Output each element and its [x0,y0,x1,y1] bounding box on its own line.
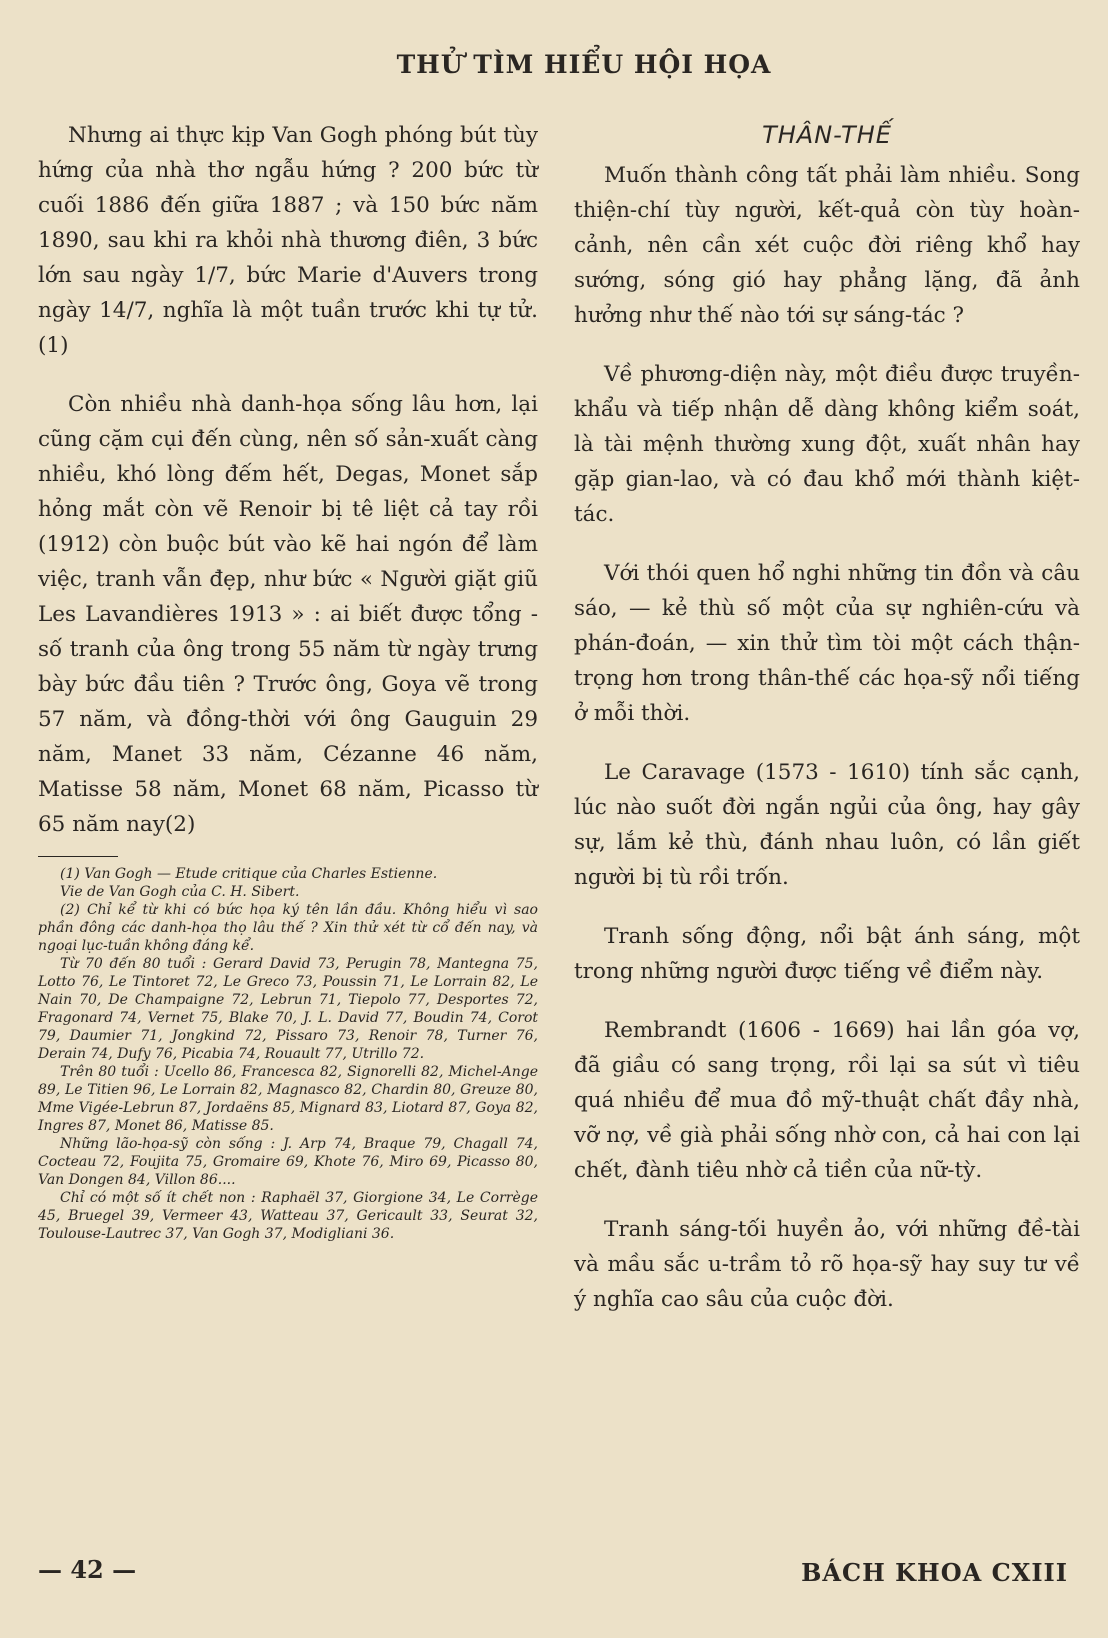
footnote: (2) Chỉ kể từ khi có bức họa ký tên lần đầu. Không hiểu vì sao phần đông các danh-họa thọ lâu thế ? Xin thử xét từ cổ đến nay, và ngoại lục-tuần không đáng kể. [38,902,538,954]
body-paragraph: Nhưng ai thực kịp Van Gogh phóng bút tùy hứng của nhà thơ ngẫu hứng ? 200 bức từ cuối 1886 đến giữa 1887 ; và 150 bức năm 1890, sau khi ra khỏi nhà thương điên, 3 bức lớn sau ngày 1/7, bức Marie d'Auvers trong ngày 14/7, nghĩa là một tuần trước khi tự tử. (1) [38,123,538,358]
running-head: THỬ TÌM HIỂU HỘI HỌA [396,50,772,79]
page-number: — 42 — [38,1555,137,1584]
body-paragraph: Tranh sáng-tối huyền ảo, với những đề-tài và mầu sắc u-trầm tỏ rõ họa-sỹ hay suy tư về ý nghĩa cao sâu của cuộc đời. [574,1217,1080,1312]
footnote: Trên 80 tuổi : Ucello 86, Francesca 82, Signorelli 82, Michel-Ange 89, Le Titien 96, Le Lorrain 82, Magnasco 82, Chardin 80, Greuze 80, Mme Vigée-Lebrun 87, Jordaëns 85, Mignard 83, Liotard 87, Goya 82, Ingres 87, Monet 86, Matisse 85. [38,1064,538,1134]
body-paragraph: Le Caravage (1573 - 1610) tính sắc cạnh, lúc nào suốt đời ngắn ngủi của ông, hay gây sự, lắm kẻ thù, đánh nhau luôn, có lần giết người bị tù rồi trốn. [574,760,1080,890]
body-paragraph: Về phương-diện này, một điều được truyền-khẩu và tiếp nhận dễ dàng không kiểm soát, là tài mệnh thường xung đột, xuất nhân hay gặp gian-lao, và có đau khổ mới thành kiệt-tác. [574,362,1080,527]
body-paragraph: Muốn thành công tất phải làm nhiều. Song thiện-chí tùy người, kết-quả còn tùy hoàn-cảnh, nên cần xét cuộc đời riêng khổ hay sướng, sóng gió hay phẳng lặng, đã ảnh hưởng như thế nào tới sự sáng-tác ? [574,163,1080,328]
body-paragraph: Với thói quen hổ nghi những tin đồn và câu sáo, — kẻ thù số một của sự nghiên-cứu và phán-đoán, — xin thử tìm tòi một cách thận-trọng hơn trong thân-thế các họa-sỹ nổi tiếng ở mỗi thời. [574,561,1080,726]
journal-name: BÁCH KHOA CXIII [801,1558,1068,1587]
footnote: Từ 70 đến 80 tuổi : Gerard David 73, Perugin 78, Mantegna 75, Lotto 76, Le Tintoret 72, Le Greco 73, Poussin 71, Le Lorrain 82, Le Nain 70, De Champaigne 72, Lebrun 71, Tiepolo 77, Desportes 72, Fragonard 74, Vernet 75, Blake 70, J. L. David 77, Boudin 74, Corot 79, Daumier 71, Jongkind 72, Pissaro 73, Renoir 78, Turner 76, Derain 74, Dufy 76, Picabia 74, Rouault 77, Utrillo 72. [38,956,538,1062]
footnote-rule [38,856,118,857]
body-paragraph: Rembrandt (1606 - 1669) hai lần góa vợ, đã giầu có sang trọng, rồi lại sa sút vì tiêu quá nhiều để mua đồ mỹ-thuật chất đầy nhà, vỡ nợ, về già phải sống nhờ con, cả hai con lại chết, đành tiêu nhờ cả tiền của nữ-tỳ. [574,1018,1080,1183]
footnote: Những lão-họa-sỹ còn sống : J. Arp 74, Braque 79, Chagall 74, Cocteau 72, Foujita 75, Gromaire 69, Khote 76, Miro 69, Picasso 80, Van Dongen 84, Villon 86.... [38,1136,538,1188]
footnote: Chỉ có một số ít chết non : Raphaël 37, Giorgione 34, Le Corrège 45, Bruegel 39, Vermeer 43, Watteau 37, Gericault 33, Seurat 32, Toulouse-Lautrec 37, Van Gogh 37, Modigliani 36. [38,1190,538,1242]
left-column [38,118,538,1243]
section-heading: THÂN-THẾ [762,121,892,149]
body-paragraph: Tranh sống động, nổi bật ánh sáng, một trong những người được tiếng về điểm này. [574,924,1080,984]
footnote: Vie de Van Gogh của C. H. Sibert. [60,884,300,900]
body-paragraph: Còn nhiều nhà danh-họa sống lâu hơn, lại cũng cặm cụi đến cùng, nên số sản-xuất càng nhiều, khó lòng đếm hết, Degas, Monet sắp hỏng mắt còn vẽ Renoir bị tê liệt cả tay rồi (1912) còn buộc bút vào kẽ hai ngón để làm việc, tranh vẫn đẹp, như bức « Người giặt giũ Les Lavandières 1913 » : ai biết được tổng - số tranh của ông trong 55 năm từ ngày trưng bày bức đầu tiên ? Trước ông, Goya vẽ trong 57 năm, và đồng-thời với ông Gauguin 29 năm, Manet 33 năm, Cézanne 46 năm, Matisse 58 năm, Monet 68 năm, Picasso từ 65 năm nay(2) [38,392,538,837]
right-column [574,118,1080,1341]
footnote: (1) Van Gogh — Etude critique của Charles Estienne. [60,866,438,882]
